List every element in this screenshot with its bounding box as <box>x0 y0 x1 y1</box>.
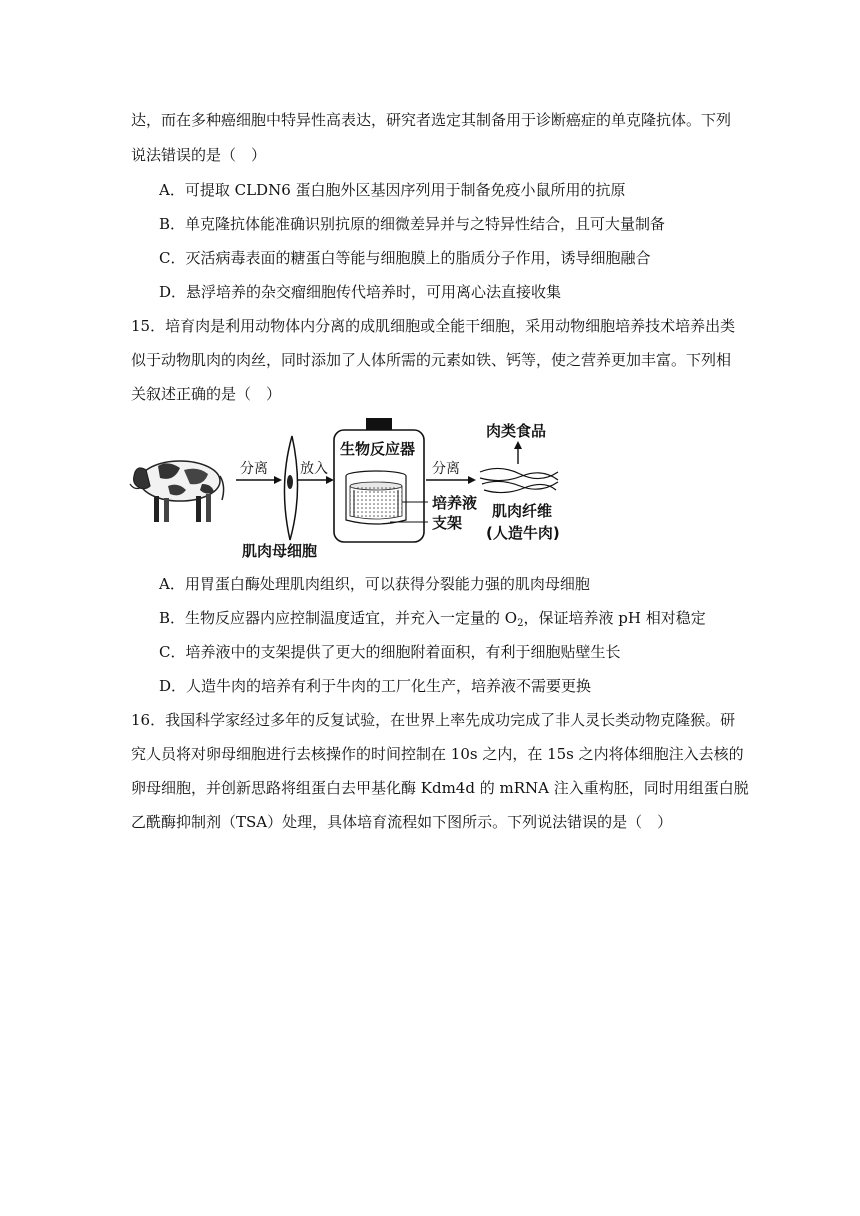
arrow-3-label: 分离 <box>432 461 460 477</box>
q14-option-c: C．灭活病毒表面的糖蛋白等能与细胞膜上的脂质分子作用，诱导细胞融合 <box>159 249 651 267</box>
fiber-label: 肌肉纤维 <box>492 502 553 520</box>
medium-label: 培养液 <box>432 494 478 512</box>
bioreactor-icon <box>334 418 424 542</box>
q15-stem-line-1: 15．培育肉是利用动物体内分离的成肌细胞或全能干细胞，采用动物细胞培养技术培养出类 <box>131 317 736 335</box>
food-label: 肉类食品 <box>486 422 547 440</box>
cultured-meat-diagram <box>128 418 588 563</box>
scaffold-label: 支架 <box>432 514 463 532</box>
q16-stem-line-1: 16．我国科学家经过多年的反复试验，在世界上率先成功完成了非人灵长类动物克隆猴。研 <box>131 711 736 729</box>
q14-stem-line-2: 说法错误的是（ ） <box>131 146 267 164</box>
q15-option-c: C．培养液中的支架提供了更大的细胞附着面积，有利于细胞贴壁生长 <box>159 643 621 661</box>
q15-stem-line-2: 似于动物肌肉的肉丝，同时添加了人体所需的元素如铁、钙等，使之营养更加丰富。下列相 <box>131 351 732 369</box>
q16-stem-line-3: 卵母细胞，并创新思路将组蛋白去甲基化酶 Kdm4d 的 mRNA 注入重构胚，同时用组蛋白脱 <box>131 779 749 797</box>
cell-label: 肌肉母细胞 <box>242 542 318 560</box>
reactor-label: 生物反应器 <box>340 440 416 458</box>
q14-option-d: D．悬浮培养的杂交瘤细胞传代培养时，可用离心法直接收集 <box>159 283 562 301</box>
q14-stem-line-1: 达，而在多种癌细胞中特异性高表达，研究者选定其制备用于诊断癌症的单克隆抗体。下列 <box>131 111 732 129</box>
q15-option-d: D．人造牛肉的培养有利于牛肉的工厂化生产，培养液不需要更换 <box>159 677 592 695</box>
q16-stem-line-2: 究人员将对卵母细胞进行去核操作的时间控制在 10s 之内，在 15s 之内将体细胞注入去核的 <box>131 745 744 763</box>
cow-icon <box>130 461 224 522</box>
q15-option-b: B．生物反应器内应控制温度适宜，并充入一定量的 $O_2$，保证培养液 pH 相对稳定 <box>159 609 706 629</box>
arrow-2-label: 放入 <box>300 461 328 477</box>
arrow-1-label: 分离 <box>240 461 268 477</box>
q14-option-a: A．可提取 CLDN6 蛋白胞外区基因序列用于制备免疫小鼠所用的抗原 <box>159 181 626 199</box>
q15-stem-line-3: 关叙述正确的是（ ） <box>131 385 282 403</box>
muscle-fiber-icon <box>480 468 558 492</box>
q14-option-b: B．单克隆抗体能准确识别抗原的细微差异并与之特异性结合，且可大量制备 <box>159 215 666 233</box>
beef-label: (人造牛肉) <box>486 524 560 542</box>
q15-option-a: A．用胃蛋白酶处理肌肉组织，可以获得分裂能力强的肌肉母细胞 <box>159 575 590 593</box>
q16-stem-line-4: 乙酰酶抑制剂（TSA）处理，具体培育流程如下图所示。下列说法错误的是（ ） <box>131 813 673 831</box>
